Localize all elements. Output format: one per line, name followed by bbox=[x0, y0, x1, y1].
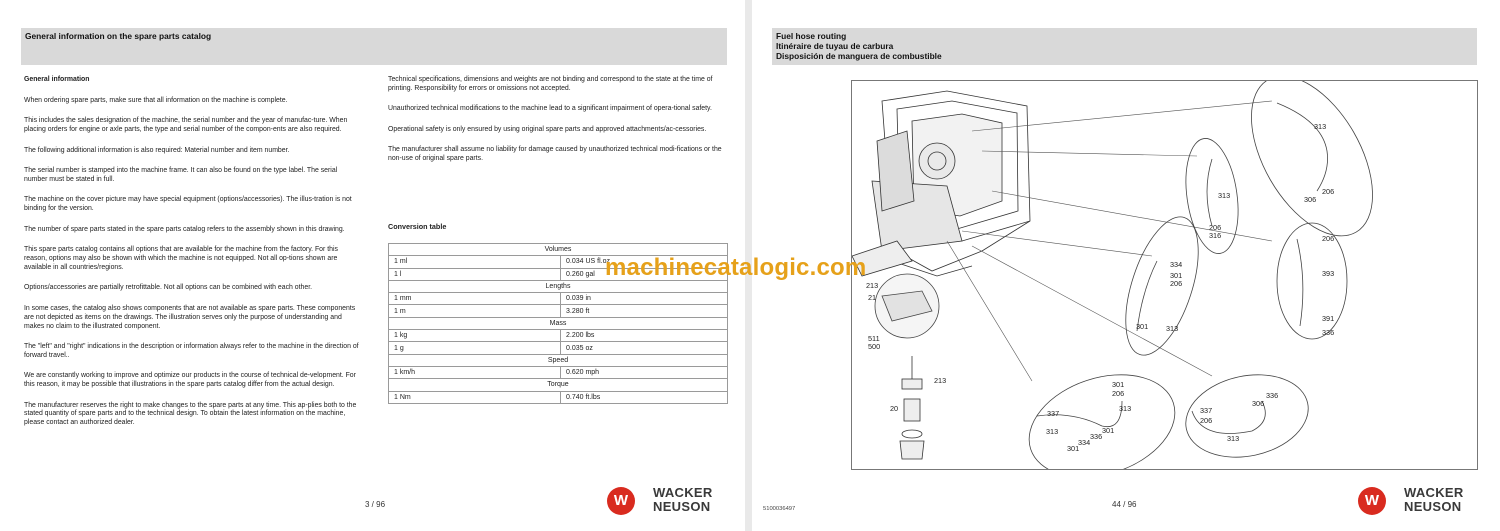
brand-logo bbox=[607, 486, 733, 518]
unit-cell: 1 g bbox=[389, 342, 561, 354]
callout-label: 313 bbox=[1314, 122, 1327, 131]
page-title-fr: Itinéraire de tuyau de carbura bbox=[776, 41, 894, 51]
group-label: Lengths bbox=[389, 280, 728, 292]
value-cell: 0.034 US fl.oz bbox=[561, 256, 728, 268]
callout-label: 213 bbox=[934, 376, 947, 385]
callout-label: 206 bbox=[1322, 187, 1335, 196]
diagram-drawing bbox=[852, 81, 1477, 469]
callout-label: 301 bbox=[1170, 271, 1183, 280]
paragraph: The "left" and "right" indications in the description or information always refer to the machine in the direction of forward travel.. bbox=[24, 342, 359, 359]
page-title: General information on the spare parts catalog bbox=[25, 31, 212, 41]
callout-label: 20 bbox=[890, 404, 899, 413]
paragraph: The manufacturer reserves the right to make changes to the spare parts at any time. This ap-plies both to the stated quantity of spare parts and to the technical design. To obtain the latest information on the machine, please contact an authorized dealer. bbox=[24, 401, 357, 427]
table-row bbox=[389, 305, 728, 317]
section-header-bar bbox=[772, 28, 1477, 65]
disclaimer-column bbox=[388, 76, 728, 175]
unit-cell: 1 Nm bbox=[389, 391, 561, 403]
callout-label: 306 bbox=[1304, 195, 1317, 204]
page-title-es: Disposición de manguera de combustible bbox=[776, 51, 942, 61]
page-number: 3 / 96 bbox=[365, 500, 386, 509]
callout-label: 21 bbox=[868, 293, 877, 302]
table-row bbox=[389, 330, 728, 342]
fuel-hose-diagram bbox=[851, 80, 1478, 470]
page-number: 44 / 96 bbox=[1112, 500, 1137, 509]
callout-label: 206 bbox=[1170, 279, 1183, 288]
callout-label: 391 bbox=[1322, 314, 1335, 323]
subheading: General information bbox=[24, 76, 90, 83]
callout-label: 313 bbox=[1046, 427, 1059, 436]
table-group-row bbox=[389, 379, 728, 391]
callout-label: 213 bbox=[866, 281, 879, 290]
conversion-table-title: Conversion table bbox=[388, 222, 447, 231]
paragraph: This includes the sales designation of the machine, the serial number and the year of manufac-ture. When placing orders for engine or axle parts, the type and serial number of the compon-ents are also required. bbox=[24, 117, 348, 134]
callout-label: 313 bbox=[1218, 191, 1231, 200]
paragraph: This spare parts catalog contains all options that are available for the machine from the factory. For this reason, options may also be shown with which the machine is not equipped. Not all op-tions shown are available in all countries/regions. bbox=[24, 246, 338, 271]
paragraph: Options/accessories are partially retrofittable. Not all options can be combined with each other. bbox=[24, 284, 313, 292]
callout-label: 511 bbox=[868, 334, 880, 343]
table-row bbox=[389, 342, 728, 354]
value-cell: 0.039 in bbox=[561, 293, 728, 305]
paragraph: In some cases, the catalog also shows components that are not available as spare parts. These components are not depicted as items on the drawings. The illustration serves only the purpose of understanding and makes no claim to the illustrated component. bbox=[24, 304, 356, 330]
callout-label: 206 bbox=[1209, 223, 1222, 232]
group-label: Speed bbox=[389, 354, 728, 366]
callout-label: 313 bbox=[1166, 324, 1179, 333]
document-id: 5100036497 bbox=[763, 506, 796, 512]
paragraph: The following additional information is also required: Material number and item number. bbox=[24, 146, 290, 154]
callout-label: 393 bbox=[1322, 269, 1335, 278]
unit-cell: 1 kg bbox=[389, 330, 561, 342]
page-title: Fuel hose routing bbox=[776, 31, 847, 41]
callout-label: 301 bbox=[1136, 322, 1149, 331]
callout-label: 301 bbox=[1112, 380, 1125, 389]
paragraph: Technical specifications, dimensions and weights are not binding and correspond to the state at the time of printing. Responsibility for errors or omissions not accepted. bbox=[388, 76, 713, 92]
brand-logo bbox=[1358, 486, 1484, 518]
paragraph: Operational safety is only ensured by using original spare parts and approved attachments/ac-cessories. bbox=[388, 125, 707, 133]
value-cell: 0.260 gal bbox=[561, 268, 728, 280]
unit-cell: 1 l bbox=[389, 268, 561, 280]
group-label: Volumes bbox=[389, 244, 728, 256]
unit-cell: 1 mm bbox=[389, 293, 561, 305]
unit-cell: 1 km/h bbox=[389, 366, 561, 378]
paragraph: Unauthorized technical modifications to the machine lead to a significant impairment of opera-tional safety. bbox=[388, 105, 712, 113]
value-cell: 0.035 oz bbox=[561, 342, 728, 354]
group-label: Mass bbox=[389, 317, 728, 329]
callout-label: 337 bbox=[1200, 406, 1213, 415]
paragraph: The manufacturer shall assume no liability for damage caused by unauthorized technical modi-fications or the non-use of original spare parts. bbox=[388, 146, 722, 163]
value-cell: 0.740 ft.lbs bbox=[561, 391, 728, 403]
section-header-bar bbox=[21, 28, 727, 65]
table-group-row bbox=[389, 354, 728, 366]
wacker-neuson-logo-icon: W bbox=[1358, 487, 1386, 515]
callout-label: 313 bbox=[1119, 404, 1132, 413]
callout-label: 334 bbox=[1078, 438, 1091, 447]
wacker-neuson-logo-icon: W bbox=[607, 487, 635, 515]
value-cell: 2.200 lbs bbox=[561, 330, 728, 342]
paragraph: The number of spare parts stated in the spare parts catalog refers to the assembly shown in this drawing. bbox=[24, 225, 345, 233]
paragraph: The serial number is stamped into the machine frame. It can also be found on the type label. The serial number must be stated in full. bbox=[24, 167, 338, 183]
paragraph: When ordering spare parts, make sure that all information on the machine is complete. bbox=[24, 96, 288, 104]
brand-name: WACKER NEUSON bbox=[653, 485, 713, 514]
callout-label: 206 bbox=[1322, 234, 1335, 243]
callout-label: 337 bbox=[1047, 409, 1060, 418]
callout-label: 500 bbox=[868, 342, 881, 351]
unit-cell: 1 ml bbox=[389, 256, 561, 268]
callout-label: 334 bbox=[1170, 260, 1183, 269]
callout-label: 336 bbox=[1090, 432, 1103, 441]
watermark-text: machinecatalogic.com bbox=[605, 254, 867, 281]
brand-name: WACKER NEUSON bbox=[1404, 485, 1464, 514]
callout-label: 301 bbox=[1102, 426, 1115, 435]
callout-label: 206 bbox=[1200, 416, 1213, 425]
paragraph: The machine on the cover picture may have special equipment (options/accessories). The illus-tration is not binding for the version. bbox=[24, 196, 352, 213]
value-cell: 0.620 mph bbox=[561, 366, 728, 378]
table-row bbox=[389, 366, 728, 378]
table-row bbox=[389, 293, 728, 305]
callout-label: 313 bbox=[1227, 434, 1240, 443]
table-group-row bbox=[389, 280, 728, 292]
callout-label: 336 bbox=[1266, 391, 1279, 400]
callout-label: 206 bbox=[1112, 389, 1125, 398]
value-cell: 3.280 ft bbox=[561, 305, 728, 317]
table-row bbox=[389, 391, 728, 403]
callout-label: 336 bbox=[1322, 328, 1335, 337]
callout-label: 306 bbox=[1252, 399, 1265, 408]
fuel-filter-drawing bbox=[900, 356, 924, 459]
group-label: Torque bbox=[389, 379, 728, 391]
unit-cell: 1 m bbox=[389, 305, 561, 317]
machine-frame-drawing bbox=[852, 91, 1030, 276]
general-info-column bbox=[24, 76, 362, 440]
callout-label: 301 bbox=[1067, 444, 1080, 453]
paragraph: We are constantly working to improve and optimize our products in the course of technical de-velopment. For this reason, it may be possible that illustrations in the spare parts catalog differ from the actual design. bbox=[24, 372, 356, 389]
table-group-row bbox=[389, 317, 728, 329]
callout-label: 316 bbox=[1209, 231, 1222, 240]
